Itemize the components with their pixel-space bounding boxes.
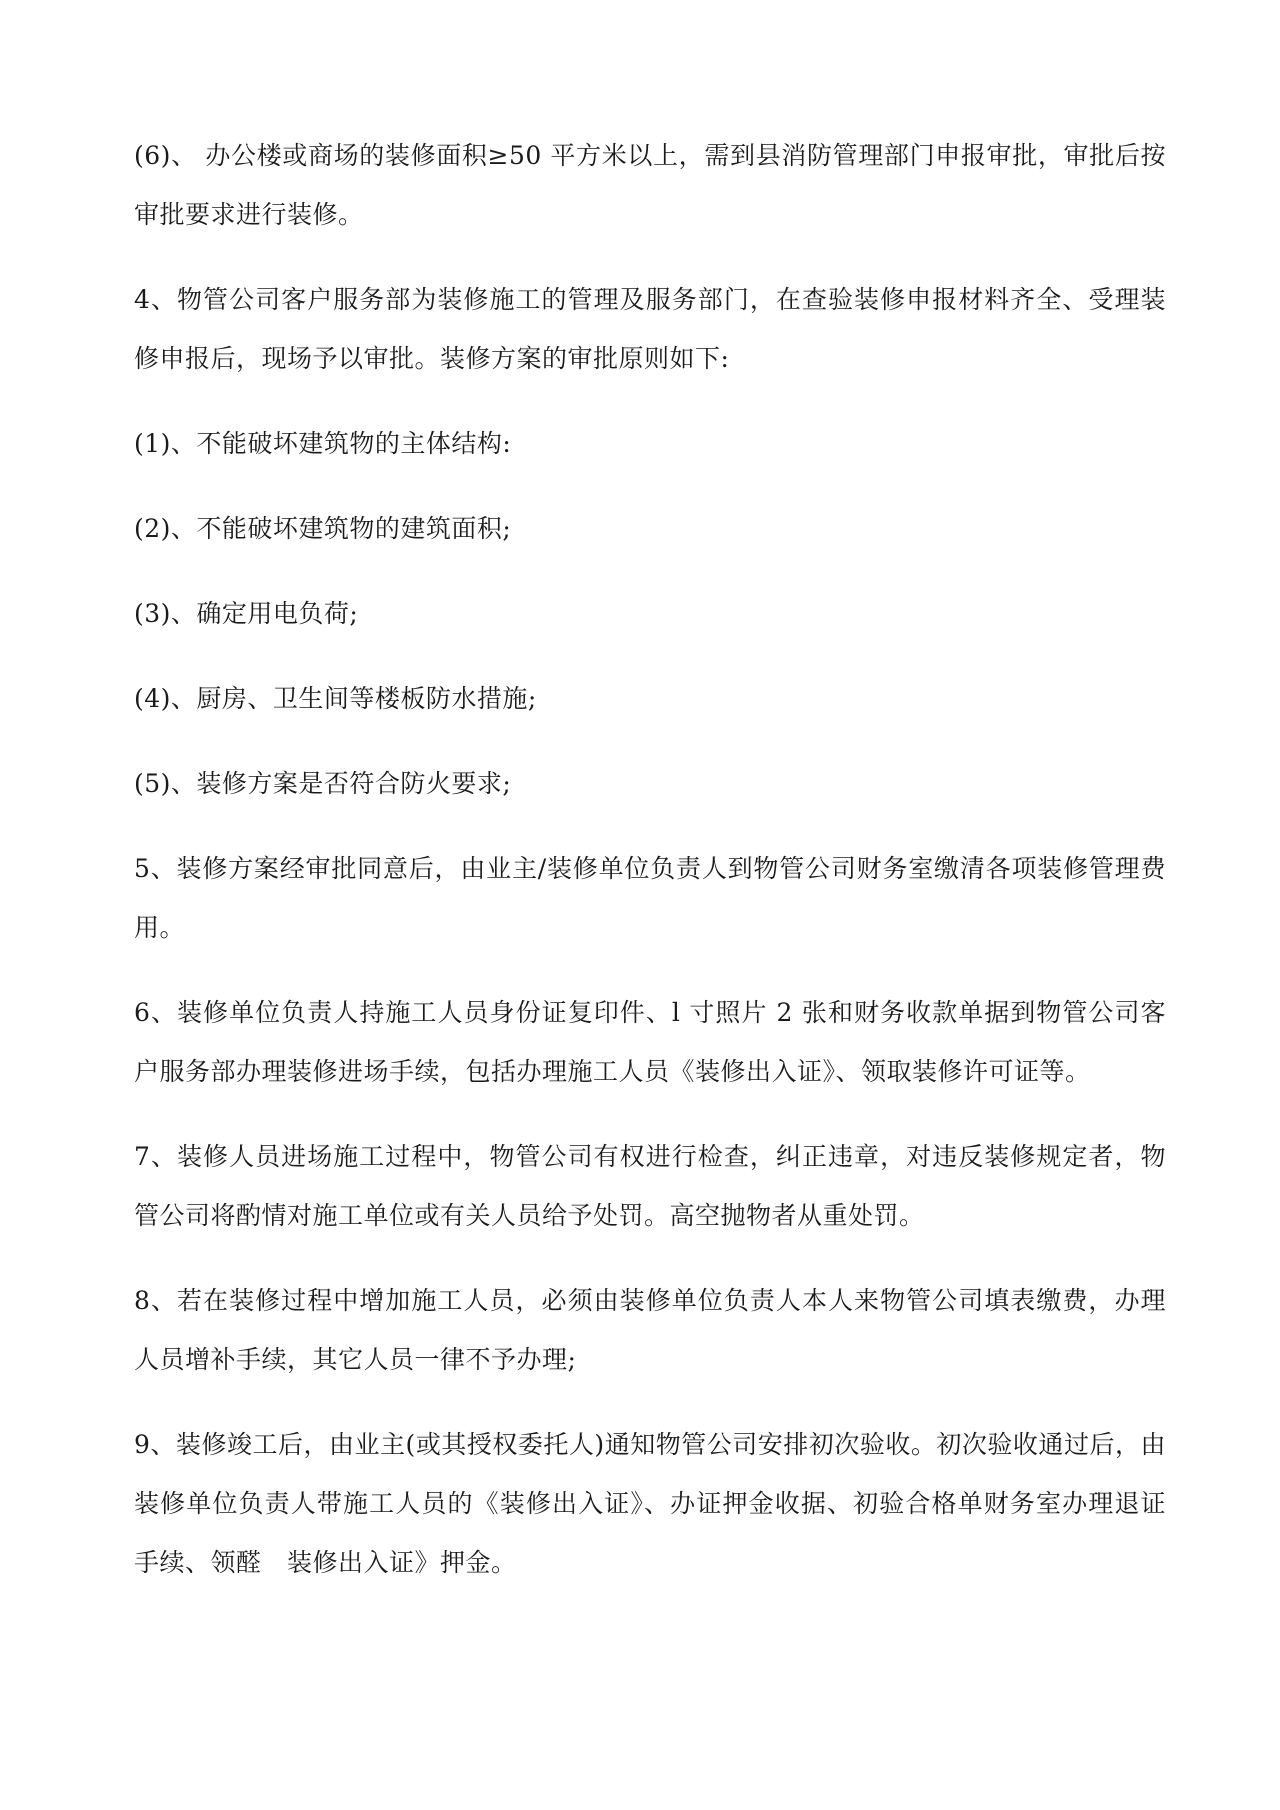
- paragraph-item-6-fire-approval: (6)、 办公楼或商场的装修面积≥50 平方米以上，需到县消防管理部门申报审批，审批后按审批要求进行装修。: [134, 141, 1166, 229]
- paragraph-principle-4: (4)、厨房、卫生间等楼板防水措施;: [134, 684, 537, 713]
- paragraph-section-9: 9、装修竣工后，由业主(或其授权委托人)通知物管公司安排初次验收。初次验收通过后，由装修单位负责人带施工人员的《装修出入证》、办证押金收据、初验合格单财务室办理退证手续、领醛 装修出入证》押金。: [134, 1430, 1166, 1577]
- document-body: [134, 126, 1166, 1618]
- paragraph-principle-1: (1)、不能破坏建筑物的主体结构:: [134, 429, 512, 458]
- paragraph-principle-2: (2)、不能破坏建筑物的建筑面积;: [134, 514, 512, 543]
- paragraph-section-5: 5、装修方案经审批同意后，由业主/装修单位负责人到物管公司财务室缴清各项装修管理费用。: [134, 854, 1166, 942]
- paragraph-principle-3: (3)、确定用电负荷;: [134, 599, 359, 628]
- paragraph-section-8: 8、若在装修过程中增加施工人员，必须由装修单位负责人本人来物管公司填表缴费，办理人员增补手续，其它人员一律不予办理;: [134, 1286, 1166, 1374]
- paragraph-section-6: 6、装修单位负责人持施工人员身份证复印件、l 寸照片 2 张和财务收款单据到物管公司客户服务部办理装修进场手续，包括办理施工人员《装修出入证》、领取装修许可证等。: [134, 998, 1166, 1086]
- paragraph-section-4: 4、物管公司客户服务部为装修施工的管理及服务部门，在查验装修申报材料齐全、受理装修申报后，现场予以审批。装修方案的审批原则如下:: [134, 285, 1166, 373]
- paragraph-section-7: 7、装修人员进场施工过程中，物管公司有权进行检查，纠正违章，对违反装修规定者，物管公司将酌情对施工单位或有关人员给予处罚。高空抛物者从重处罚。: [134, 1142, 1166, 1230]
- paragraph-principle-5: (5)、装修方案是否符合防火要求;: [134, 769, 512, 798]
